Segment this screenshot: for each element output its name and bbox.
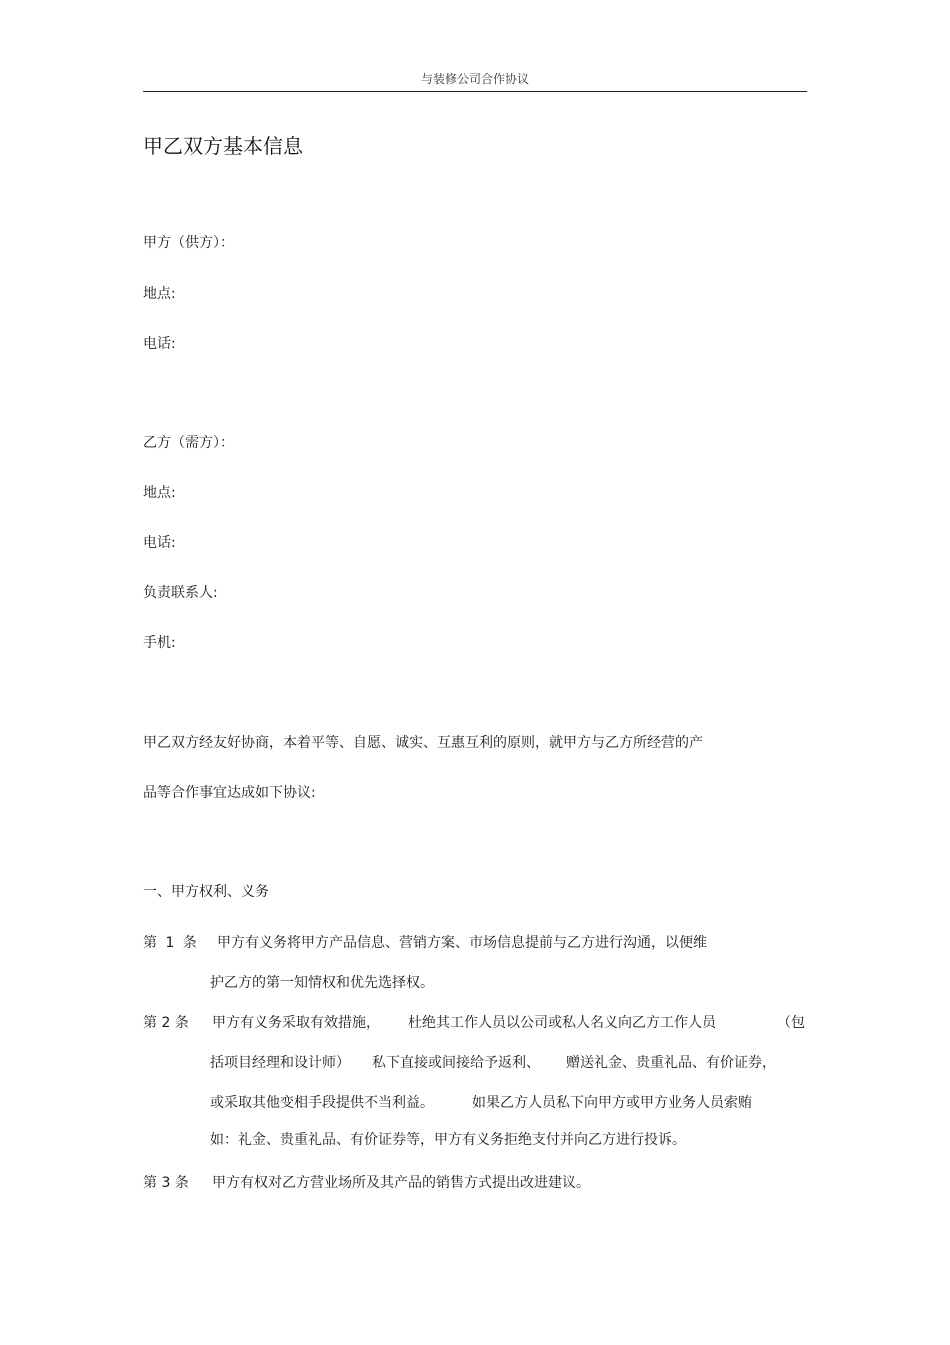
article-text-line: 甲方有权对乙方营业场所及其产品的销售方式提出改进建议。	[212, 1175, 590, 1191]
article-text-line: 护乙方的第一知情权和优先选择权。	[210, 975, 434, 991]
party-a-label: 甲方（供方）：	[143, 235, 234, 251]
running-header: 与装修公司合作协议	[420, 72, 529, 86]
intro-line-1: 甲乙双方经友好协商，本着平等、自愿、诚实、互惠互利的原则，就甲方与乙方所经营的产	[143, 735, 703, 751]
intro-line-2: 品等合作事宜达成如下协议:	[143, 785, 316, 801]
section-heading: 一、甲方权利、义务	[143, 884, 269, 900]
article-number: 第 1 条	[143, 935, 197, 951]
article-text-line: （包	[777, 1015, 805, 1031]
party-b-mobile-label: 手机:	[143, 635, 176, 651]
party-b-address-label: 地点:	[143, 485, 176, 501]
article-text-line: 甲方有义务将甲方产品信息、营销方案、市场信息提前与乙方进行沟通，以便维	[217, 935, 707, 951]
article-text-line: 杜绝其工作人员以公司或私人名义向乙方工作人员	[408, 1015, 716, 1031]
article-number: 第 2 条	[143, 1015, 189, 1031]
article-text-line: 私下直接或间接给予返利、	[372, 1055, 540, 1071]
article-text-line: 甲方有义务采取有效措施，	[212, 1015, 380, 1031]
party-a-address-label: 地点:	[143, 286, 176, 302]
party-b-contact-label: 负责联系人:	[143, 585, 218, 601]
article-text-line: 或采取其他变相手段提供不当利益。	[210, 1095, 434, 1111]
article-text-line: 赠送礼金、贵重礼品、有价证券，	[566, 1055, 776, 1071]
article-number: 第 3 条	[143, 1175, 189, 1191]
article-text-line: 如：礼金、贵重礼品、有价证券等，甲方有义务拒绝支付并向乙方进行投诉。	[210, 1132, 686, 1148]
party-b-phone-label: 电话:	[143, 535, 176, 551]
article-text-line: 如果乙方人员私下向甲方或甲方业务人员索贿	[472, 1095, 752, 1111]
party-a-phone-label: 电话:	[143, 336, 176, 352]
header-divider	[143, 91, 807, 92]
party-b-label: 乙方（需方）：	[143, 435, 234, 451]
article-text-line: 括项目经理和设计师）	[210, 1055, 350, 1071]
document-title: 甲乙双方基本信息	[143, 134, 303, 158]
